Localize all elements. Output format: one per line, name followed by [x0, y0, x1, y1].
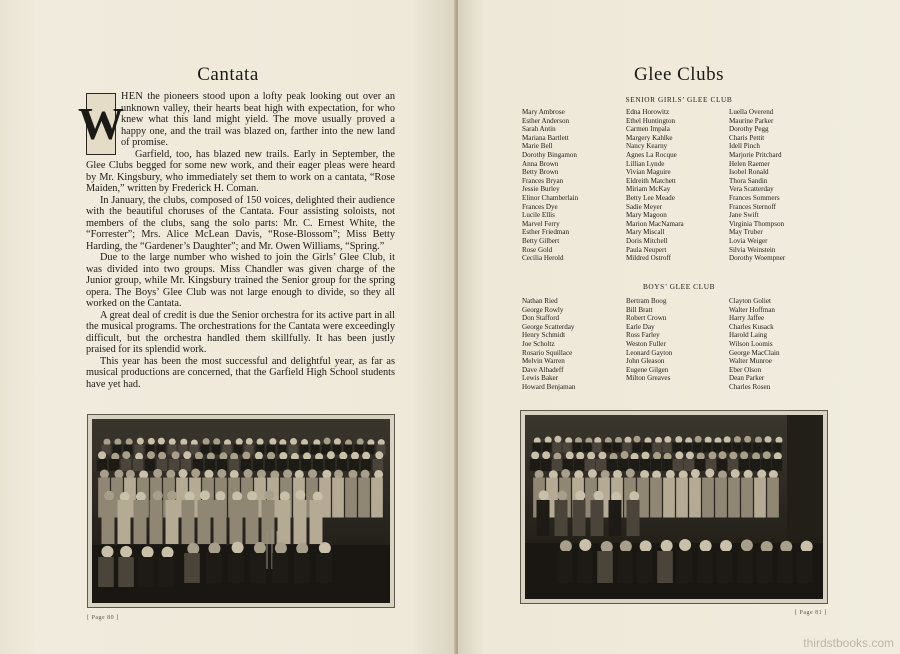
boys-column-2: [626, 297, 672, 383]
member-name: Marion MacNamara: [626, 219, 684, 228]
member-name: Doris Mitchell: [626, 236, 668, 245]
member-name: Sarah Antin: [522, 125, 556, 134]
member-name: Idell Pinch: [729, 142, 760, 151]
member-name: Mary Miscall: [626, 228, 665, 237]
member-name: Lucile Ellis: [522, 211, 555, 220]
member-name: Dave Alhadeff: [522, 365, 564, 374]
member-name: Luella Overend: [729, 108, 774, 116]
member-name: Robert Crown: [626, 314, 667, 323]
paragraph-6: This year has been the most successful and delightful year, as far as musical productions are concerned, that the Garfield High School students have yet had.: [86, 355, 395, 390]
member-name: Lewis Baker: [522, 374, 559, 383]
member-name: Sadie Meyer: [626, 202, 663, 211]
member-name: Harry Jaffee: [729, 314, 765, 323]
member-name: Frances Sternoff: [729, 202, 776, 211]
member-name: Leonard Gayton: [626, 348, 673, 357]
senior-girls-column-1: [522, 108, 578, 263]
member-name: Vivian Maguire: [626, 168, 671, 177]
member-name: Bertram Boog: [626, 297, 667, 305]
member-name: Frances Sommers: [729, 193, 780, 202]
member-name: Mildred Ostroff: [626, 254, 671, 263]
member-name: Eugene Gilgen: [626, 365, 669, 374]
member-name: Charles Rosen: [729, 382, 771, 391]
member-name: Marvel Ferry: [522, 219, 560, 228]
member-name: Miriam McKay: [626, 185, 671, 194]
boys-column-3: [729, 297, 780, 392]
first-word: HEN: [121, 91, 144, 102]
member-name: Cecilia Herold: [522, 254, 564, 263]
boys-column-1: [522, 297, 575, 392]
member-name: Eber Olson: [729, 365, 762, 374]
member-name: Henry Schmidt: [522, 331, 566, 340]
member-name: Lovia Weiger: [729, 236, 768, 245]
member-name: Helen Raemer: [729, 159, 770, 168]
page-title-glee-clubs: Glee Clubs: [634, 64, 724, 85]
member-name: Howard Benjaman: [522, 382, 576, 391]
member-name: Frances Dye: [522, 202, 558, 211]
member-name: Marie Bell: [522, 142, 553, 151]
member-name: Dean Parker: [729, 374, 765, 383]
member-name: Virginia Thompson: [729, 219, 785, 228]
page-number-left: [ Page 80 ]: [87, 615, 119, 621]
member-name: Wilson Loomis: [729, 339, 773, 348]
member-name: Mariana Bartlett: [522, 133, 569, 142]
member-name: Dorothy Pegg: [729, 125, 769, 134]
member-name: Walter Hoffman: [729, 305, 775, 314]
member-name: Edna Horowitz: [626, 108, 670, 116]
member-name: Frances Bryan: [522, 176, 564, 185]
member-name: Maurine Parker: [729, 116, 774, 125]
member-name: Paula Neupert: [626, 245, 667, 254]
paragraph-3: In January, the clubs, composed of 150 voices, delighted their audience with the beautiful choruses of the Cantata. Four assisting soloists, not members of the clubs, sang the solo parts: Mr. C. Ernest White, the “Forrester”; Mrs. Alice McLean Davis, “Rose-Blossom”; Miss Betty Harding, the “Gardener’s Daughter”; and Mr. Owen Williams, “Spring.”: [86, 194, 395, 252]
member-name: Bill Bratt: [626, 305, 653, 314]
member-name: Betty Lee Meade: [626, 193, 675, 202]
choir-photo-right: [520, 410, 828, 604]
member-name: George MacClain: [729, 348, 780, 357]
member-name: Nancy Kearny: [626, 142, 668, 151]
member-name: Ethel Huntington: [626, 116, 676, 125]
member-name: George Scatterday: [522, 322, 575, 331]
senior-girls-heading: SENIOR GIRLS’ GLEE CLUB: [625, 95, 733, 104]
page-number-right: [ Page 81 ]: [795, 610, 827, 616]
member-name: Melvin Warren: [522, 357, 565, 366]
member-name: Anna Brown: [522, 159, 559, 168]
page-title-cantata: Cantata: [197, 64, 259, 85]
member-name: Dorothy Woempner: [729, 254, 786, 263]
member-name: Esther Anderson: [522, 116, 570, 125]
member-name: Betty Brown: [522, 168, 559, 177]
member-name: Earle Day: [626, 322, 655, 331]
member-name: Agnes La Rocque: [626, 150, 677, 159]
member-name: Esther Friedman: [522, 228, 570, 237]
member-name: Charles Kusack: [729, 322, 774, 331]
member-name: Clayton Goliet: [729, 297, 771, 305]
member-name: Milton Greaves: [626, 374, 671, 383]
member-name: Rose Gold: [522, 245, 553, 254]
member-name: Margery Kahlke: [626, 133, 673, 142]
senior-girls-column-3: [729, 108, 785, 263]
member-name: Joe Scholtz: [522, 339, 555, 348]
member-name: Charis Pettit: [729, 133, 765, 142]
boys-glee-club-heading: BOYS’ GLEE CLUB: [642, 282, 716, 291]
member-name: Jane Swift: [729, 211, 759, 220]
paragraph-1: HEN the pioneers stood upon a lofty peak looking out over an unknown valley, their hearts beat high with expectation, for who knew what this land might yield. The move usually proved a happy one, and the trail was blazed on, farther into the new land of promise.: [121, 91, 396, 148]
watermark: thirdstbooks.com: [803, 636, 894, 650]
member-name: Ross Farley: [626, 331, 660, 340]
member-name: Silvia Weinstein: [729, 245, 776, 254]
member-name: May Truber: [729, 228, 763, 237]
drop-cap: W: [86, 93, 116, 155]
cantata-article: [78, 91, 396, 390]
member-name: Marjorie Pritchard: [729, 150, 782, 159]
member-name: Eldreith Matchett: [626, 176, 676, 185]
member-name: Betty Gilbert: [522, 236, 560, 245]
paragraph-4: Due to the large number who wished to join the Girls’ Glee Club, it was divided into two groups. Miss Chandler was given charge of the Junior group, while Mr. Kingsbury trained the Senior group for the spring opera. The Boys’ Glee Club was not large enough to divide, so they all worked on the Cantata.: [86, 252, 395, 309]
senior-girls-column-2: [626, 108, 684, 263]
member-name: Thora Sandin: [729, 176, 768, 185]
member-name: Weston Fuller: [626, 339, 666, 348]
member-name: Carmen Impala: [626, 125, 670, 134]
member-name: Harold Laing: [729, 331, 768, 340]
paragraph-2: Garfield, too, has blazed new trails. Early in September, the Glee Clubs begged for some new work, and their eager pleas were heard by Mr. Kingsbury, who immediately set them to work on a cantata, “Rose Maiden,” written by Frederick H. Coman.: [86, 148, 395, 194]
choir-photo-image: [92, 419, 390, 603]
member-name: Nathan Ried: [522, 297, 558, 305]
member-name: Walter Munroe: [729, 357, 772, 366]
member-name: Rosario Squillace: [522, 348, 573, 357]
member-name: Don Stafford: [522, 314, 560, 323]
member-name: Elinor Chamberlain: [522, 193, 579, 202]
member-name: Vera Scatterday: [729, 185, 774, 194]
member-name: Mary Magoon: [626, 211, 667, 220]
member-name: George Rowly: [522, 305, 564, 314]
member-name: John Gleason: [626, 357, 665, 366]
paragraph-5: A great deal of credit is due the Senior orchestra for its active part in all the musical programs. The orchestrations for the Cantata were exceedingly difficult, but the orchestra handled them skillfully. It has been justly praised for its splendid work.: [86, 309, 395, 355]
member-name: Lillian Lynde: [626, 159, 665, 168]
choir-photo-image-right: [525, 415, 823, 599]
member-name: Dorothy Bingamon: [522, 150, 577, 159]
choir-photo-left: [87, 414, 395, 608]
member-name: Mary Ambrose: [522, 108, 565, 116]
member-name: Jessie Burley: [522, 185, 560, 194]
member-name: Isobel Ronald: [729, 168, 769, 177]
